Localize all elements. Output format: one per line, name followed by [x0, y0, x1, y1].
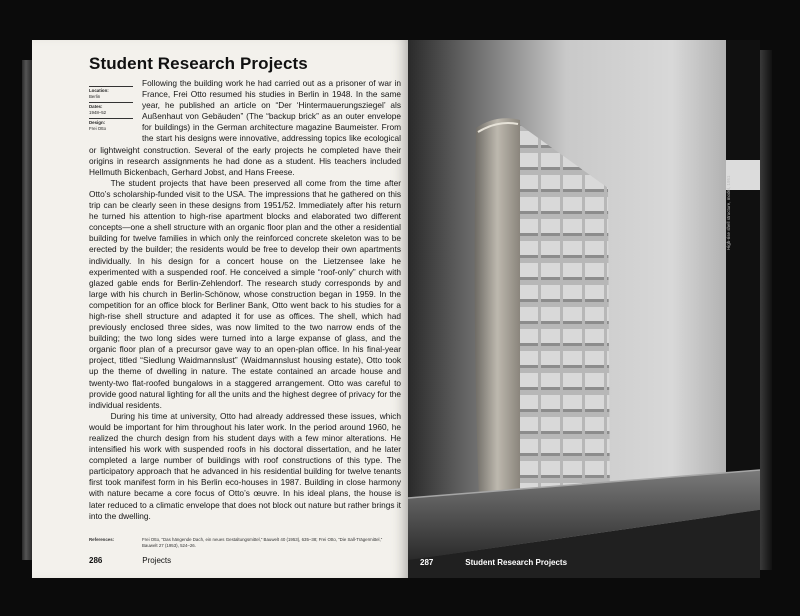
meta-dates-label: Dates: — [89, 102, 133, 110]
left-footer — [89, 556, 171, 565]
right-footer — [420, 558, 567, 567]
right-page-number: 287 — [420, 558, 434, 567]
left-page — [32, 40, 408, 578]
references — [89, 537, 401, 548]
meta-dates-value: 1948–52 — [89, 109, 107, 115]
right-page-edge — [760, 50, 772, 570]
right-page — [408, 40, 760, 578]
left-page-number: 286 — [89, 556, 103, 565]
photo-caption: High-rise shell structure, model, 1951 — [726, 175, 731, 250]
body-text — [89, 78, 401, 538]
building-model-photo — [408, 40, 760, 578]
meta-location-label: Location: — [89, 86, 133, 94]
meta-float-spacer — [89, 78, 142, 140]
paragraph-3: During his time at university, Otto had already addressed these issues, which would be important for him throughout his later work. In the period around 1960, he realized the church design from his student days with a few minor alterations. He intensified his work with suspended roofs in his doctoral dissertation, and he later completed a large number of buildings with roof constructions of this type. The participatory approach that he advanced in his residential building for twelve tenants first took manifest form in his Berlin eco-houses in 1987. Building in close harmony with nature became a core focus of Otto’s œuvre. In his ideal plans, the house is later reduced to a climatic envelope that does not block out nature but rather brings it into the dwelling. — [89, 410, 401, 521]
left-running-title: Projects — [142, 556, 172, 565]
references-text: Frei Otto, “Das hängende Dach, ein neues Gestaltungsmittel,” Bauwelt 40 (1953), 635–38; Frei Otto, “Die Sall-Trägermittel,” Bauwelt 27 (1953), 524–26. — [142, 537, 383, 548]
meta-design-value: Frei Otto — [89, 125, 107, 131]
left-page-edge — [22, 60, 32, 560]
paragraph-1: Following the building work he had carried out as a prisoner of war in France, Frei Otto resumed his studies in Berlin in 1948. In the same year, he published an article on “Der ‘Hintermauerungsziegel’ als Außenhaut von Gebäuden” (The “backup brick” as an outer envelope for buildings) in the German architecture magazine Baumeister. From the start his designs were innovative, addressing topics like ecological or lightweight construction. Several of the early projects he completed have their origins in research assignments he had done as a student. His teachers included Hellmuth Bickenbach, Gerhard Jobst, and Hans Freese. — [89, 78, 401, 177]
right-running-title: Student Research Projects — [465, 558, 568, 567]
meta-design-label: Design: — [89, 118, 133, 126]
paragraph-2: The student projects that have been preserved all come from the time after Otto’s scholarship-funded visit to the USA. The impressions that he gathered on this trip can be clearly seen in these designs from 1951/52. Immediately after his return he turned his attention to high-rise apartment blocks and elaborated two different concepts—one a shell structure with an organic floor plan and the other a residential building for twelve families in which only the reinforced concrete skeleton was to be erected by the builder; the residents would be free to develop their own apartments individually. In his design for a concert house on the Lietzensee lake he experimented with a suspended roof. He conceived a simple “roof-only” church with glazed gable ends for Berlin-Zehlendorf. The research study corresponds by and large with his church in Berlin-Schönow, whose construction began in 1959. In the competition for an office block for Berliner Bank, Otto went back to his studies for a high-rise shell structure and adapted it for use as offices. The shell, which had previously enclosed three sides, was now limited to the two narrow ends of the building; the two long sides were turned into a large expanse of glass, and the organic floor plan of a precursor gave way to an open-plan office. In his final-year project, titled “Siedlung Waidmannslust” (Waidmannslust housing estate), Otto took up the theme of dwelling in nature. The estate contained an arcade house and twenty-two flat-roofed bungalows in a staggered arrangement. Otto was careful to provide good natural lighting for all the units and the highest degree of privacy for the individual residents. — [89, 177, 401, 410]
references-label: References: — [89, 537, 115, 542]
meta-location-value: Berlin — [89, 93, 101, 99]
page-title: Student Research Projects — [89, 54, 308, 73]
